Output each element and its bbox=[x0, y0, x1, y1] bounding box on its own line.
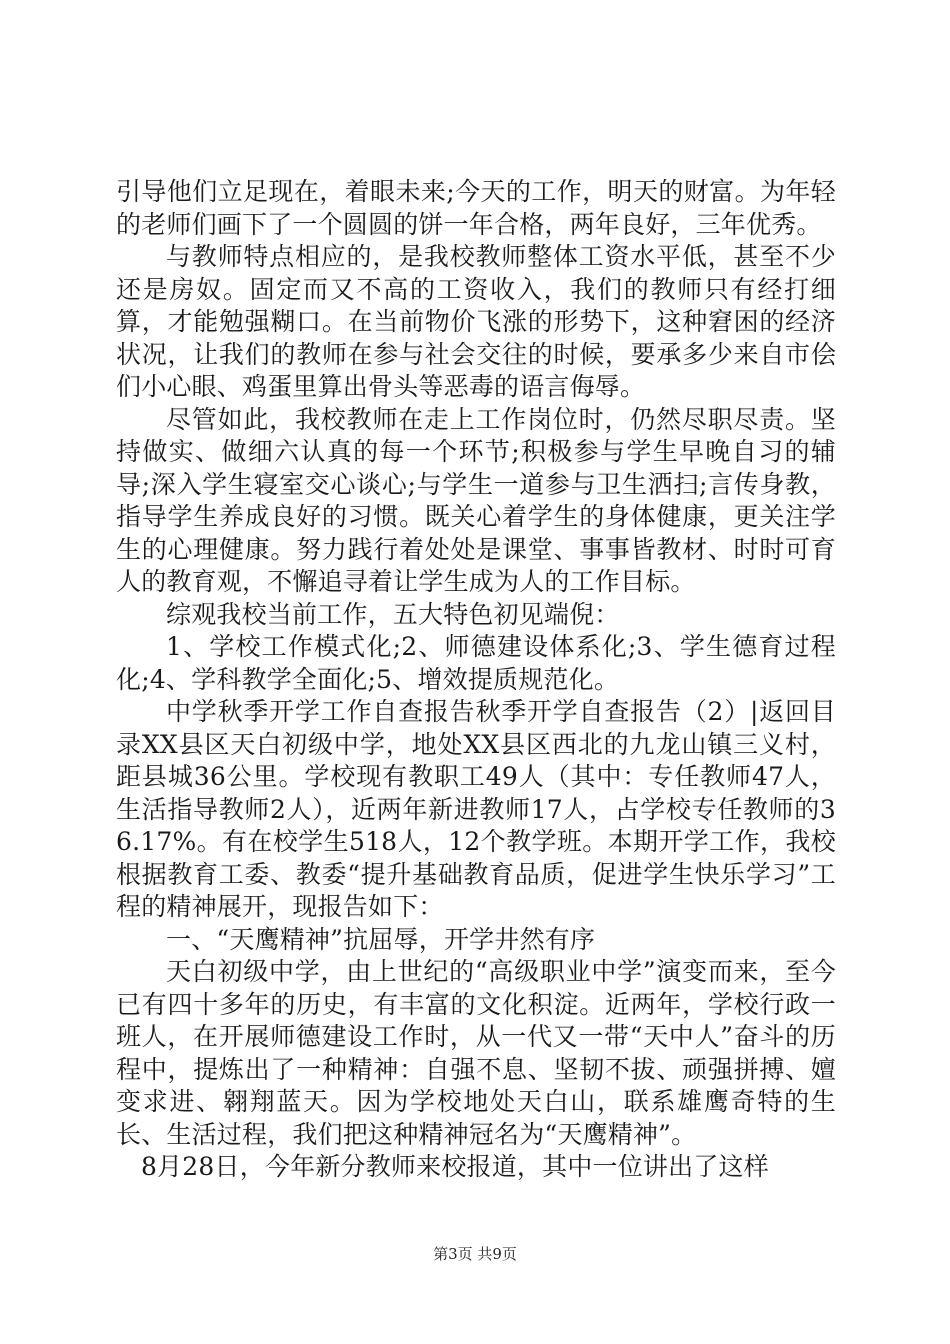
paragraph-6: 中学秋季开学工作自查报告秋季开学自查报告（2）|返回目录XX县区天白初级中学，地处XX县区西北的九龙山镇三义村，距县城36公里。学校现有教职工49人（其中：专任教师47人，生活指导教师2人），近两年新进教师17人，占学校专任教师的36.17%。有在校学生518人，12个教学班。本期开学工作，我校根据教育工委、教委“提升基础教育品质，促进学生快乐学习”工程的精神展开，现报告如下： bbox=[116, 697, 836, 921]
paragraph-3: 尽管如此，我校教师在走上工作岗位时，仍然尽职尽责。坚持做实、做细六认真的每一个环节;积极参与学生早晚自习的辅导;深入学生寝室交心谈心;与学生一道参与卫生洒扫;言传身教，指导学生养成良好的习惯。既关心着学生的身体健康，更关注学生的心理健康。努力践行着处处是课堂、事事皆教材、时时可育人的教育观，不懈追寻着让学生成为人的工作目标。 bbox=[116, 404, 836, 596]
paragraph-4: 综观我校当前工作，五大特色初见端倪： bbox=[166, 599, 620, 629]
paragraph-7: 天白初级中学，由上世纪的“高级职业中学”演变而来，至今已有四十多年的历史，有丰富的文化积淀。近两年，学校行政一班人，在开展师德建设工作时，从一代又一带“天中人”奋斗的历程中，提炼出了一种精神：自强不息、坚韧不拔、顽强拼搏、嬗变求进、翱翔蓝天。因为学校地处天白山，联系雄鹰奇特的生长、生活过程，我们把这种精神冠名为“天鹰精神”。 bbox=[116, 957, 836, 1149]
document-body bbox=[116, 176, 836, 1184]
page-footer: 第3页 共9页 bbox=[433, 1245, 517, 1263]
paragraph-2: 与教师特点相应的，是我校教师整体工资水平低，甚至不少还是房奴。固定而又不高的工资收入，我们的教师只有经打细算，才能勉强糊口。在当前物价飞涨的形势下，这种窘困的经济状况，让我们的教师在参与社会交往的时候，要承多少来自市侩们小心眼、鸡蛋里算出骨头等恶毒的语言侮辱。 bbox=[116, 242, 836, 401]
paragraph-8: 8月28日，今年新分教师来校报道，其中一位讲出了这样 bbox=[141, 1152, 769, 1181]
paragraph-5: 1、学校工作模式化;2、师德建设体系化;3、学生德育过程化;4、学科教学全面化;5、增效提质规范化。 bbox=[116, 632, 836, 694]
section-heading: 一、“天鹰精神”抗屈辱，开学井然有序 bbox=[166, 924, 596, 954]
paragraph-1: 引导他们立足现在，着眼未来;今天的工作，明天的财富。为年轻的老师们画下了一个圆圆的饼一年合格，两年良好，三年优秀。 bbox=[116, 177, 836, 239]
